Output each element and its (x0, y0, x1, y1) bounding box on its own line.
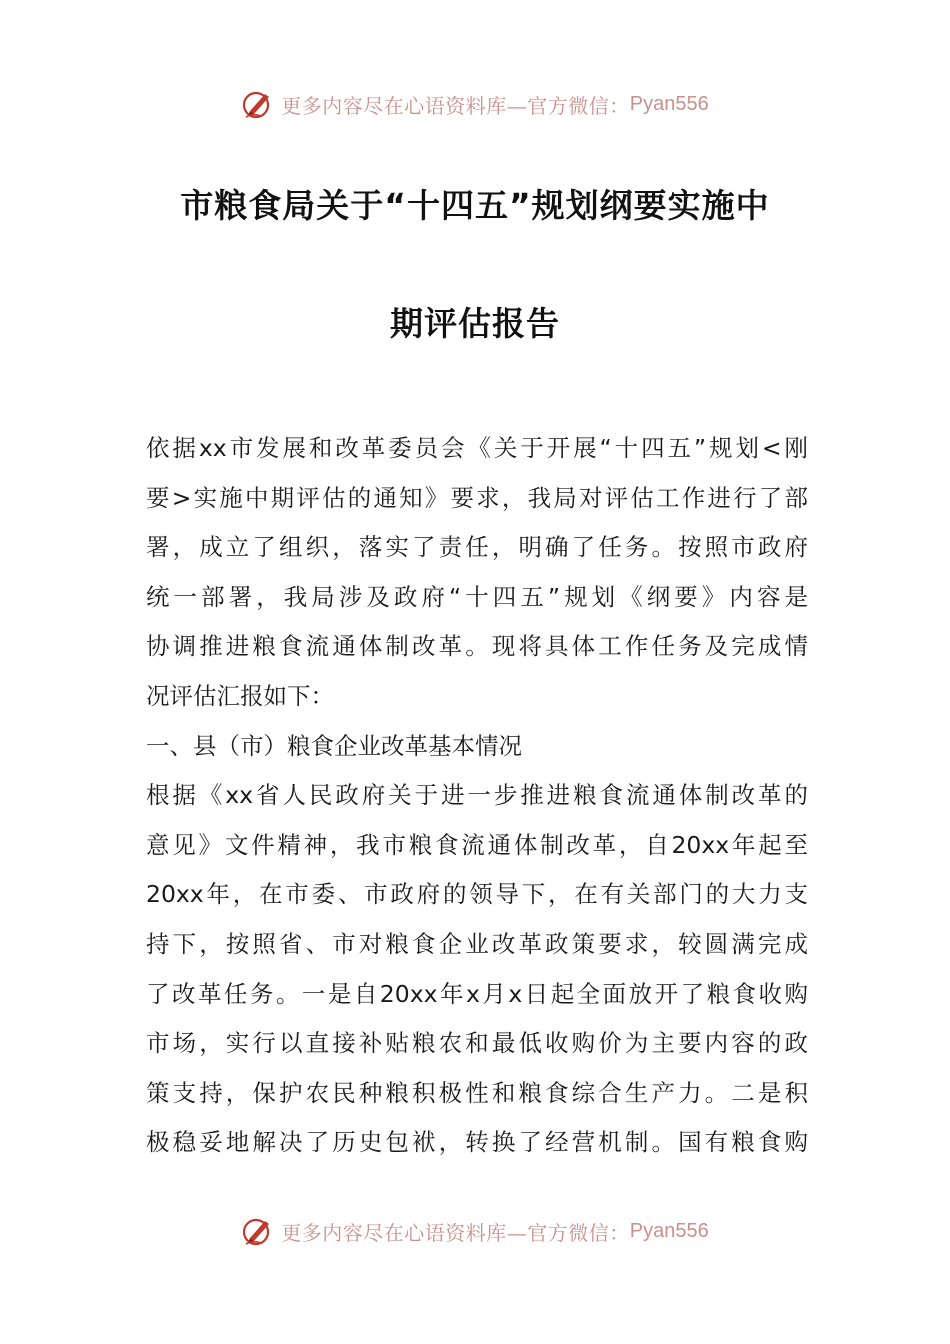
body-line: 况评估汇报如下： (146, 681, 334, 710)
footer-banner-text: 更多内容尽在心语资料库—官方微信： (281, 1220, 630, 1245)
document-title-line2: 期评估报告 (390, 304, 560, 343)
body-line: 极稳妥地解决了历史包袱，转换了经营机制。国有粮食购 (146, 1128, 808, 1157)
body-line: 持下，按照省、市对粮食企业改革政策要求，较圆满完成 (146, 929, 808, 958)
body-line: 署，成立了组织，落实了责任，明确了任务。按照市政府 (146, 533, 808, 562)
header-banner-id: Pyan556 (629, 92, 709, 115)
body-line: 依据xx市发展和改革委员会《关于开展“十四五”规划<刚 (146, 434, 808, 462)
body-line: 市场，实行以直接补贴粮农和最低收购价为主要内容的政 (146, 1029, 808, 1058)
body-line: 协调推进粮食流通体制改革。现将具体工作任务及完成情 (146, 632, 808, 661)
footer-banner (0, 1211, 950, 1251)
footer-banner-id: Pyan556 (629, 1219, 709, 1242)
pen-logo-icon (241, 87, 275, 121)
header-banner (0, 84, 950, 124)
body-line: 要>实施中期评估的通知》要求，我局对评估工作进行了部 (146, 483, 808, 512)
body-line: 根据《xx省人民政府关于进一步推进粮食流通体制改革的 (146, 781, 808, 810)
body-line: 20xx年，在市委、市政府的领导下，在有关部门的大力支 (146, 880, 808, 909)
pen-logo-icon (241, 1214, 275, 1248)
section-heading: 一、县（市）粮食企业改革基本情况 (146, 731, 522, 760)
body-line: 了改革任务。一是自20xx年x月x日起全面放开了粮食收购 (146, 979, 808, 1008)
body-line: 统一部署，我局涉及政府“十四五”规划《纲要》内容是 (146, 582, 808, 611)
header-banner-text: 更多内容尽在心语资料库—官方微信： (281, 93, 630, 118)
document-title-line1: 市粮食局关于“十四五”规划纲要实施中 (180, 186, 770, 225)
document-body (146, 424, 808, 1168)
body-line: 策支持，保护农民种粮积极性和粮食综合生产力。二是积 (146, 1078, 808, 1107)
body-line: 意见》文件精神，我市粮食流通体制改革，自20xx年起至 (146, 830, 808, 859)
